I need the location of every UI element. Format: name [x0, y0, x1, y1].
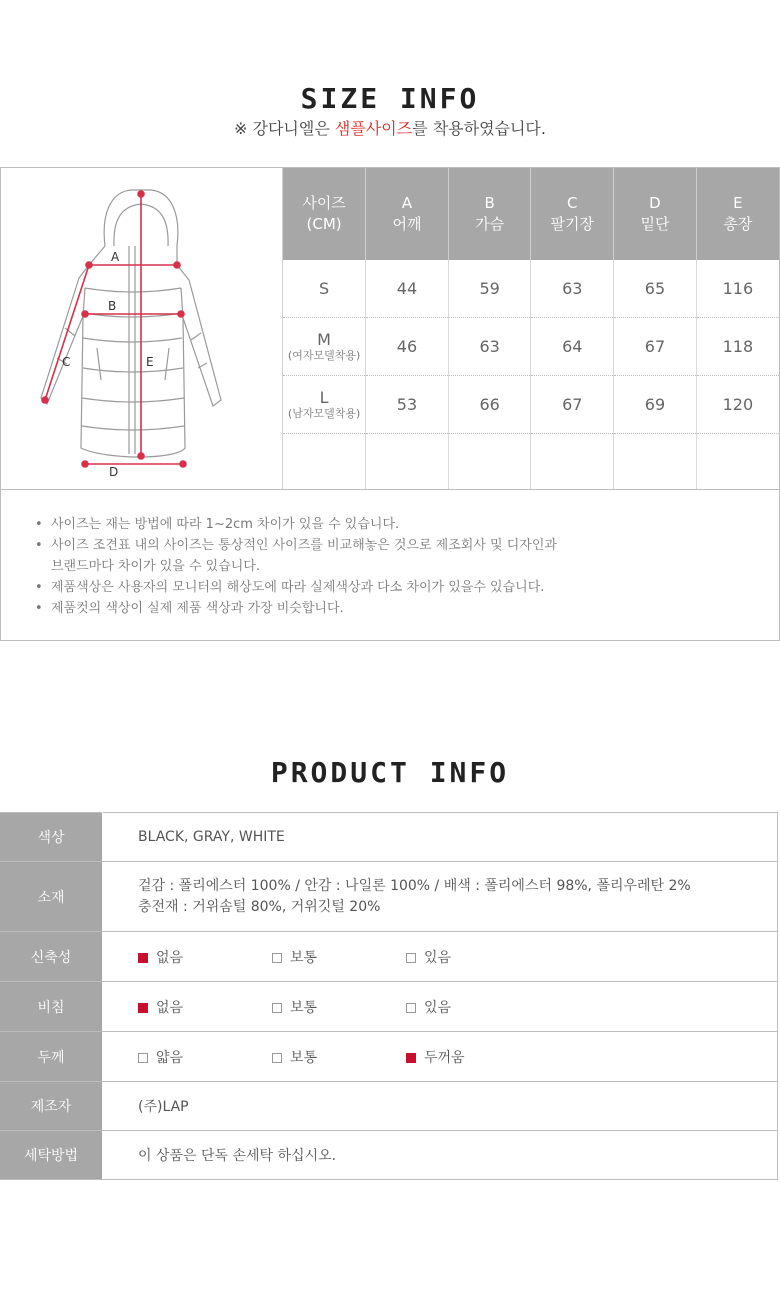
value-maker: (주)LAP [103, 1082, 778, 1131]
label-stretch: 신축성 [0, 932, 103, 982]
header-size: 사이즈 (CM) [283, 168, 366, 260]
unchecked-box-icon [272, 1003, 282, 1013]
row-color [0, 813, 778, 862]
checked-box-icon [138, 1003, 148, 1013]
size-notes-list [31, 514, 557, 619]
size-row-l [283, 376, 779, 434]
size-value: 118 [696, 318, 779, 376]
label-d: D [109, 465, 119, 479]
size-table-header [283, 168, 779, 260]
option-item: 얇음 [138, 1047, 272, 1067]
option-item: 없음 [138, 947, 272, 967]
row-stretch [0, 932, 778, 982]
label-a: A [111, 250, 120, 264]
note-highlight: 샘플사이즈 [334, 119, 413, 138]
size-value: 64 [531, 318, 614, 376]
header-a-shoulder: A 어깨 [366, 168, 449, 260]
size-label: M [317, 329, 331, 349]
coat-measurement-diagram [1, 168, 283, 490]
note-item: • 제품컷의 색상이 실제 제품 색상과 가장 비슷합니다. [35, 601, 344, 616]
value-color: BLACK, GRAY, WHITE [103, 813, 778, 862]
row-sheer [0, 982, 778, 1032]
size-table [283, 168, 779, 490]
checked-box-icon [138, 953, 148, 963]
product-info-table [0, 812, 778, 1180]
label-maker: 제조자 [0, 1082, 103, 1131]
value-thickness [103, 1032, 778, 1082]
material-line: 겉감 : 폴리에스터 100% / 안감 : 나일론 100% / 배색 : 폴리에스터 98%, 폴리우레탄 2% [138, 877, 691, 894]
note-item: • 사이즈는 재는 방법에 따라 1~2cm 차이가 있을 수 있습니다. [35, 517, 400, 532]
size-value: 67 [614, 318, 697, 376]
size-label: L [319, 387, 329, 407]
coat-body-outline [41, 246, 221, 457]
row-thickness [0, 1032, 778, 1082]
unchecked-box-icon [272, 1053, 282, 1063]
size-value: 63 [531, 260, 614, 318]
option-item: 있음 [406, 997, 540, 1017]
option-item: 없음 [138, 997, 272, 1017]
size-value: 53 [366, 376, 449, 434]
note-suffix: 를 착용하였습니다. [412, 119, 546, 138]
label-color: 색상 [0, 813, 103, 862]
unchecked-box-icon [138, 1053, 148, 1063]
size-value: 44 [366, 260, 449, 318]
coat-illustration [1, 168, 282, 490]
option-item: 두꺼움 [406, 1047, 540, 1067]
header-d-hem: D 밑단 [614, 168, 697, 260]
size-info-box [0, 167, 780, 490]
size-row-empty [283, 434, 779, 491]
header-b-chest: B 가슴 [448, 168, 531, 260]
note-prefix: ※ 강다니엘은 [234, 119, 335, 138]
row-wash [0, 1131, 778, 1180]
size-label: S [319, 278, 330, 298]
option-item: 보통 [272, 947, 406, 967]
unchecked-box-icon [406, 1003, 416, 1013]
size-notes [0, 489, 780, 641]
size-info-title: SIZE INFO [300, 82, 480, 115]
option-item: 있음 [406, 947, 540, 967]
option-item: 보통 [272, 997, 406, 1017]
label-sheer: 비침 [0, 982, 103, 1032]
size-value: 63 [448, 318, 531, 376]
label-e: E [146, 355, 154, 369]
size-value: 69 [614, 376, 697, 434]
unchecked-box-icon [272, 953, 282, 963]
size-value: 46 [366, 318, 449, 376]
unchecked-box-icon [406, 953, 416, 963]
value-wash: 이 상품은 단독 손세탁 하십시오. [103, 1131, 778, 1180]
note-item: • 사이즈 조견표 내의 사이즈는 통상적인 사이즈를 비교해놓은 것으로 제조회사 및 디자인과 브랜드마다 차이가 있을 수 있습니다. [35, 538, 557, 574]
size-value: 66 [448, 376, 531, 434]
label-b: B [108, 299, 117, 313]
size-value: 120 [696, 376, 779, 434]
label-material: 소재 [0, 862, 103, 932]
model-note: (여자모델착용) [287, 348, 361, 362]
header-e-length: E 총장 [696, 168, 779, 260]
row-material [0, 862, 778, 932]
size-value: 116 [696, 260, 779, 318]
model-note: (남자모델착용) [287, 406, 361, 420]
option-item: 보통 [272, 1047, 406, 1067]
value-stretch [103, 932, 778, 982]
label-wash: 세탁방법 [0, 1131, 103, 1180]
material-line: 충전재 : 거위솜털 80%, 거위깃털 20% [138, 898, 381, 915]
checked-box-icon [406, 1053, 416, 1063]
value-material [103, 862, 778, 932]
value-sheer [103, 982, 778, 1032]
sample-size-note [0, 116, 780, 139]
size-row-s [283, 260, 779, 318]
label-thickness: 두께 [0, 1032, 103, 1082]
row-maker [0, 1082, 778, 1131]
product-info-title: PRODUCT INFO [270, 756, 510, 789]
header-c-sleeve: C 팔기장 [531, 168, 614, 260]
note-item: • 제품색상은 사용자의 모니터의 해상도에 따라 실제색상과 다소 차이가 있을수 있습니다. [35, 580, 545, 595]
size-row-m [283, 318, 779, 376]
size-value: 59 [448, 260, 531, 318]
size-value: 65 [614, 260, 697, 318]
label-c: C [62, 355, 71, 369]
size-value: 67 [531, 376, 614, 434]
